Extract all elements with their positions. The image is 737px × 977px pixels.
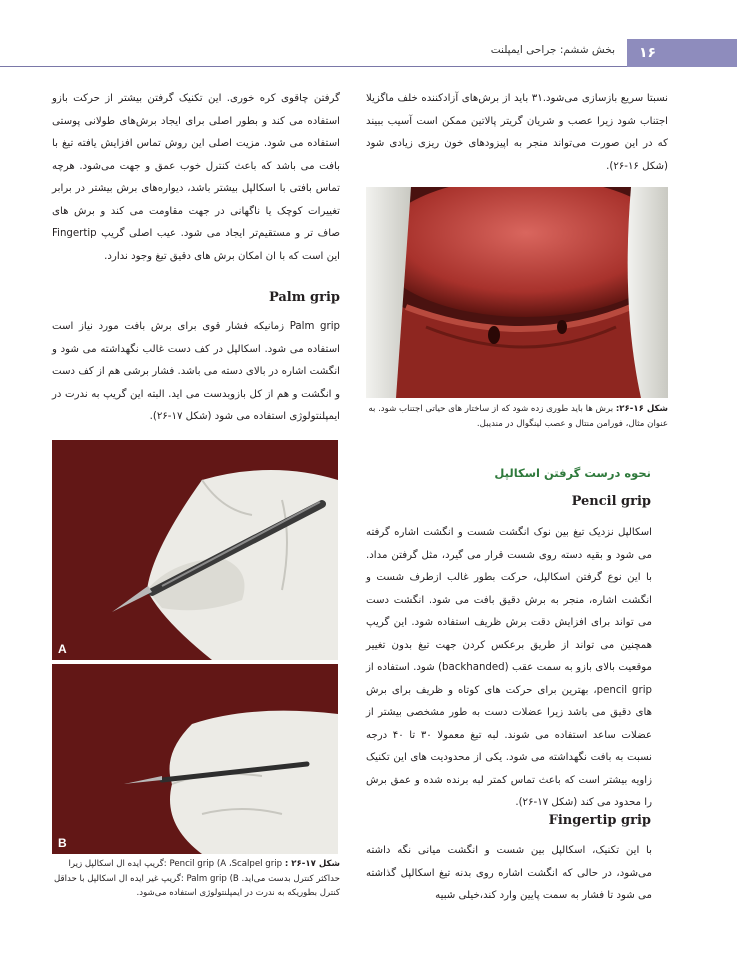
intro-paragraph: نسبتا سریع بازسازی می‌شود.۳۱ باید از برش‌های آزادکننده خلف ماگزیلا اجتناب شود زیرا عصب و شریان گریتر پالاتین ممکن است آسیب ببیند که در این صورت می‌تواند منجر به اپیزودهای خون ریزی زیادی شود (شکل ۱۶-۲۶). (366, 93, 668, 172)
section-heading-scalpel: نحوه درست گرفتن اسکالپل (494, 466, 651, 480)
pencil-grip-heading: Pencil grip (571, 494, 651, 509)
palm-grip-heading: Palm grip (268, 290, 340, 305)
figure-label-b: B (58, 836, 67, 850)
figure-17-26-photo-a (52, 440, 338, 660)
palm-grip-text: Palm grip زمانیکه فشار قوی برای برش بافت مورد نیاز است استفاده می شود. اسکالپل در کف دست غالب نگهداشته می شود و انگشت اشاره در بالای دسته می باشد. فشار برشی هم از کف دست و انگشت و هم از کل بازوبدست می اید. البته این گریپ به ندرت در ایمپلنتولوژی استفاده می شود (شکل ۱۷-۲۶). (52, 321, 341, 422)
chapter-title: بخش ششم: جراحی ایمپلنت (490, 44, 615, 56)
page-number: ۱۶ (627, 39, 737, 67)
figure-17-26-caption: شکل ۱۷-۲۶ : Pencil grip (A ،Scalpel grip :گریپ ایده ال اسکالپل زیرا حداکثر کنترل بدست می‌اید. Palm grip (B :گریپ غیر ایده ال اسکالپل با حداقل کنترل بطوریکه به ندرت در ایمپلنتولوژی استفاده می‌شود. (54, 859, 340, 898)
fingertip-grip-heading: Fingertip grip (548, 813, 651, 828)
figure-16-26-caption: شکل ۱۶-۲۶: برش ها باید طوری زده شود که از ساختار های حیاتی اجتناب شود. به عنوان مثال، فورامن منتال و عصب لینگوال در منديبل. (368, 404, 668, 429)
fingertip-continued-text: گرفتن چاقوی کره خوری. این تکنیک گرفتن بیشتر از حرکت بازو استفاده می کند و بطور اصلی برای ایجاد برش‌های طولانی پوستی استفاده می شود. مزیت اصلی این روش تماس افزایش یافته تیغ با بافت می باشد که باعث کنترل خوب عمق و جهت می‌شود. هرچه تماس بافتی با اسکالپل بیشتر باشد، دیواره‌های برش بیشتر در برابر تغییرات کوچک یا ناگهانی در جهت مقاومت می کند و برش های صاف تر و مستقیم‌تر ایجاد می شود. عیب اصلی گریپ Fingertip این است که با ان امکان برش های دقیق تیغ وجود ندارد. (52, 93, 340, 262)
figure-16-26-photo (366, 187, 668, 398)
pencil-grip-text: اسکالپل نزدیک تیغ بین نوک انگشت شست و انگشت اشاره گرفته می شود و بقیه دسته روی شست قرار می گیرد، مثل گرفتن مداد. با این نوع گرفتن اسکالپل، حرکت بطور غالب ازطرف شست و انگشت اشاره، منجر به برش دقیق بافت می شود. انگشت دست می تواند برای افزایش دقت برش ظریف استفاده شود. این گریپ همچنین می تواند از طریق برعکس کردن جهت تیغ بدون تغییر موقعیت بالای بازو به سمت عقب (backhanded) شود. استفاده از pencil grip، بهترین برای حرکت های کوتاه و ظریف برای برش های دقیق می باشد زیرا عضلات دست به طور مشخصی بیشتر از عضلات ساعد استفاده می شوند. لبه تیغ معمولا ۳۰ تا ۴۰ درجه نسبت به بافت نگهداشته می شود. یکی از محدودیت های این تکنیک زاویه بیشتر است که باعث تماس کمتر لبه برنده شده و عمق برش را محدود می کند (شکل ۱۷-۲۶). (366, 527, 652, 808)
header-rule (0, 66, 627, 67)
figure-label-a: A (58, 642, 67, 656)
figure-17-26-photo-b (52, 664, 338, 854)
fingertip-grip-text: با این تکنیک، اسکالپل بین شست و انگشت میانی نگه داشته می‌شود، در حالی که انگشت اشاره روی بدنه تیغ اسکالپل گذاشته می شود تا فشار به سمت پایین وارد کند،خیلی شبیه (366, 845, 652, 901)
